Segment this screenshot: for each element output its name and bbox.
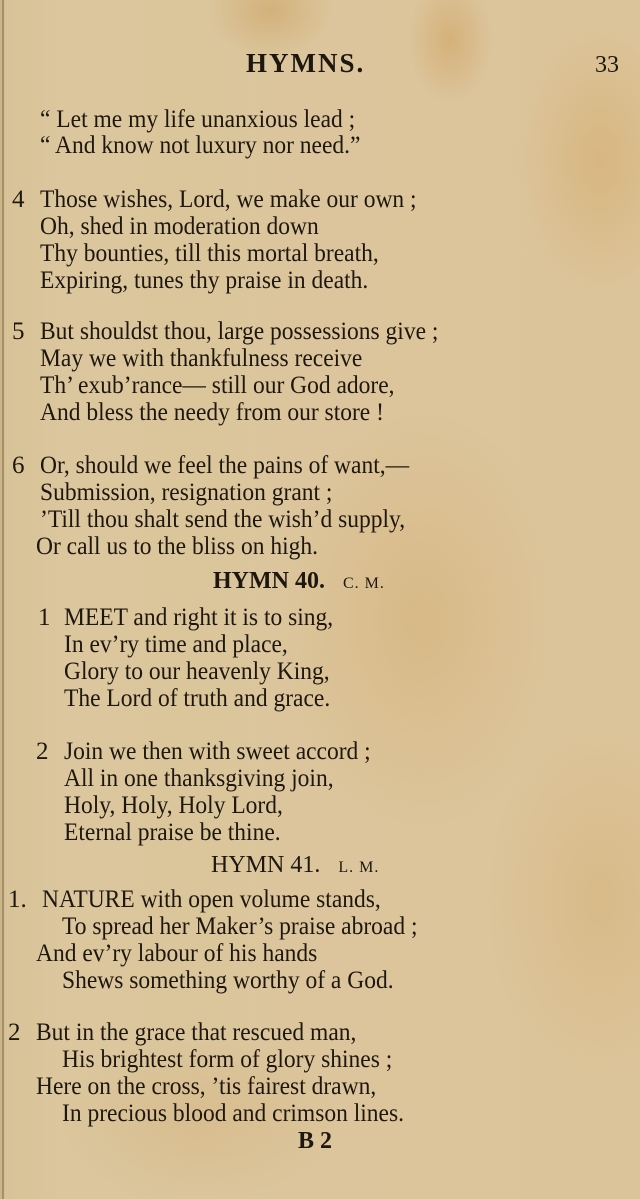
verse-line: May we with thankfulness receive [40, 345, 363, 372]
verse-line: Glory to our heavenly King, [64, 658, 330, 685]
hymn-41-heading [211, 851, 379, 882]
verse-line: NATURE with open volume stands, [42, 886, 381, 913]
verse-line: Join we then with sweet accord ; [64, 738, 371, 765]
hymn-40-heading [213, 567, 385, 598]
verse-line: Expiring, tunes thy praise in death. [40, 267, 369, 294]
verse-line: MEET and right it is to sing, [64, 604, 334, 631]
verse-line: All in one thanksgiving join, [64, 765, 334, 792]
verse-line: Holy, Holy, Holy Lord, [64, 792, 283, 819]
verse-line: “ Let me my life unanxious lead ; [40, 106, 356, 133]
verse-line: Here on the cross, ’tis fairest drawn, [36, 1073, 377, 1100]
running-head [0, 48, 640, 88]
hymn-meter: C. M. [342, 575, 385, 592]
verse-line: The Lord of truth and grace. [64, 685, 331, 712]
verse-line: But in the grace that rescued man, [36, 1019, 357, 1046]
stanza-number: 1 [38, 604, 51, 631]
verse-line: Shews something worthy of a God. [62, 967, 394, 994]
verse-line: Oh, shed in moderation down [40, 213, 319, 240]
stanza-number: 6 [12, 452, 25, 479]
page-number: 33 [595, 52, 619, 78]
page-spine-edge [2, 0, 4, 1199]
verse-line: Submission, resignation grant ; [40, 479, 333, 506]
verse-line: His brightest form of glory shines ; [62, 1046, 393, 1073]
stanza-number: 4 [12, 186, 25, 213]
verse-line: To spread her Maker’s praise abroad ; [62, 913, 418, 940]
hymn-title: HYMN 41. [211, 852, 321, 878]
verse-line: Or call us to the bliss on high. [36, 533, 318, 560]
signature-mark: B 2 [298, 1128, 333, 1154]
verse-line: And bless the needy from our store ! [40, 399, 384, 426]
stanza-number: 2 [8, 1019, 21, 1046]
verse-line: “ And know not luxury nor need.” [40, 132, 361, 159]
verse-line: In precious blood and crimson lines. [62, 1100, 404, 1127]
running-title: HYMNS. [246, 48, 366, 78]
stanza-number: 2 [36, 738, 49, 765]
verse-line: Or, should we feel the pains of want,— [40, 452, 410, 479]
verse-line: Those wishes, Lord, we make our own ; [40, 186, 417, 213]
verse-line: In ev’ry time and place, [64, 631, 288, 658]
verse-line: And ev’ry labour of his hands [36, 940, 318, 967]
stanza-number: 1. [8, 886, 27, 913]
verse-line: ’Till thou shalt send the wish’d supply, [40, 506, 406, 533]
verse-line: Thy bounties, till this mortal breath, [40, 240, 379, 267]
hymn-title: HYMN 40. [213, 568, 325, 594]
verse-line: But shouldst thou, large possessions give ; [40, 318, 439, 345]
stanza-number: 5 [12, 318, 25, 345]
hymn-meter: L. M. [338, 859, 380, 876]
verse-line: Eternal praise be thine. [64, 819, 281, 846]
verse-line: Th’ exub’rance— still our God adore, [40, 372, 395, 399]
